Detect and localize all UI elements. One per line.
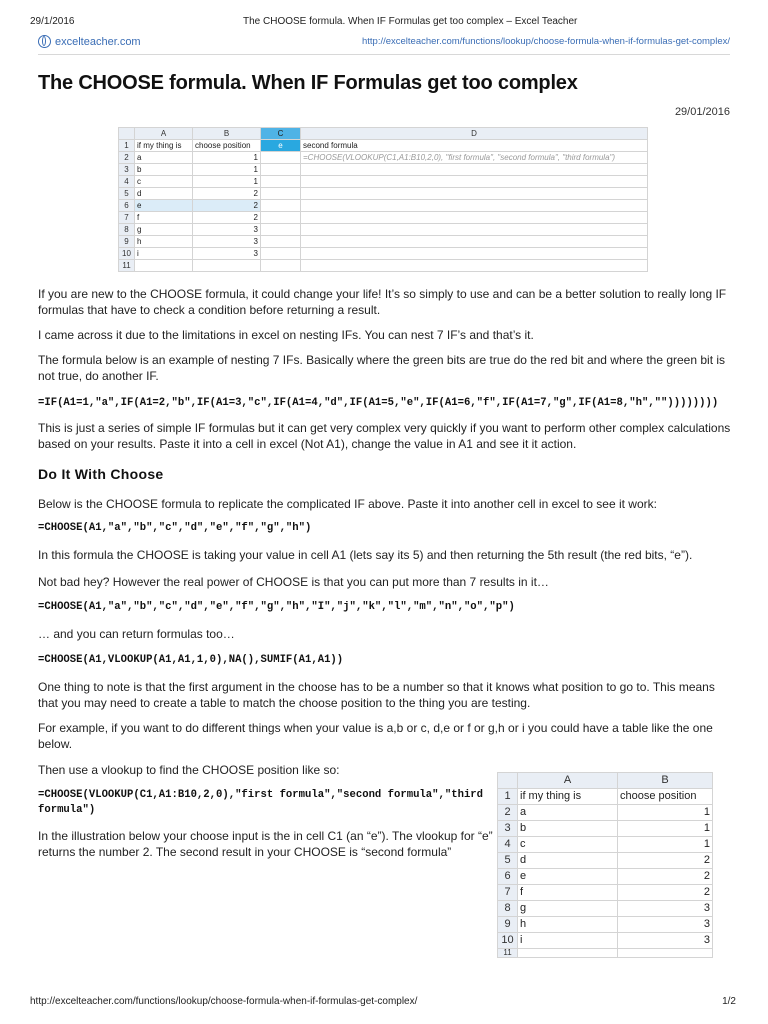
cell-a: d: [135, 188, 193, 200]
table-row: [498, 949, 713, 958]
code-line-2: formula"): [38, 804, 96, 816]
table-row: [498, 869, 713, 885]
table-row: [498, 853, 713, 869]
table-row: [119, 176, 648, 188]
cell-a: f: [518, 885, 618, 901]
cell-a: c: [518, 837, 618, 853]
table-row: [119, 236, 648, 248]
table-row: [498, 789, 713, 805]
cell-a: g: [135, 224, 193, 236]
table-row: [498, 885, 713, 901]
cell-b: 3: [618, 933, 713, 949]
cell-b: 1: [618, 837, 713, 853]
spreadsheet-screenshot-2: [497, 772, 713, 958]
cell-b: 3: [193, 236, 261, 248]
cell-b: 1: [193, 176, 261, 188]
cell-c: [261, 248, 301, 260]
cell-c: [261, 200, 301, 212]
column-header-row: [119, 128, 648, 140]
cell-b: 3: [618, 917, 713, 933]
paragraph-power: Not bad hey? However the real power of CHOOSE is that you can put more than 7 results in it…: [38, 575, 549, 589]
page-number: 1/2: [722, 996, 736, 1007]
formula-tooltip: =CHOOSE(VLOOKUP(C1,A1:B10,2,0), "first formula", "second formula", "third formula"): [301, 152, 648, 164]
row-number: 11: [498, 949, 518, 958]
row-number: 5: [119, 188, 135, 200]
spreadsheet-screenshot-1: [118, 127, 648, 272]
cell-a: c: [135, 176, 193, 188]
row-number: 9: [498, 917, 518, 933]
col-header-a: A: [135, 128, 193, 140]
cell-a: i: [518, 933, 618, 949]
row-number: 3: [119, 164, 135, 176]
table-row: [119, 188, 648, 200]
table-row: [119, 248, 648, 260]
col-header-a: A: [518, 773, 618, 789]
cell-a: h: [518, 917, 618, 933]
cell-b: 1: [618, 821, 713, 837]
table-row: [119, 260, 648, 272]
cell-b: 2: [618, 853, 713, 869]
code-choose-formulas: =CHOOSE(A1,VLOOKUP(A1,A1,1,0),NA(),SUMIF(A1,A1)): [38, 654, 344, 666]
cell-b: [193, 260, 261, 272]
paragraph-illustration: In the illustration below your choose input is the in cell C1 (an “e”). The vlookup for “e” returns the number 2. The second result in your CHOOSE is “second formula”: [38, 829, 493, 859]
cell-a: f: [135, 212, 193, 224]
code-choose-basic: =CHOOSE(A1,"a","b","c","d","e","f","g","h"): [38, 522, 312, 534]
paragraph-formulas: … and you can return formulas too…: [38, 627, 235, 641]
site-link[interactable]: [38, 35, 141, 48]
row-number: 2: [498, 805, 518, 821]
row-number: 8: [498, 901, 518, 917]
cell-a: b: [518, 821, 618, 837]
row-number: 7: [498, 885, 518, 901]
cell-c: [261, 260, 301, 272]
row-number: 4: [498, 837, 518, 853]
row-number: 10: [119, 248, 135, 260]
print-page-title: The CHOOSE formula. When IF Formulas get too complex – Excel Teacher: [243, 16, 578, 27]
row-number: 4: [119, 176, 135, 188]
row-number: 10: [498, 933, 518, 949]
row-number: 1: [498, 789, 518, 805]
cell-a: b: [135, 164, 193, 176]
page-url-link[interactable]: http://excelteacher.com/functions/lookup/choose-formula-when-if-formulas-get-complex/: [361, 36, 730, 47]
cell-d: second formula: [301, 140, 648, 152]
cell-b: 1: [193, 164, 261, 176]
table-row: [498, 933, 713, 949]
cell-c: [261, 236, 301, 248]
cell-b: choose position: [193, 140, 261, 152]
cell-b: [618, 949, 713, 958]
table-row: [119, 164, 648, 176]
cell-c: [261, 188, 301, 200]
cell-a: a: [135, 152, 193, 164]
cell-a: [518, 949, 618, 958]
cell-b: 2: [193, 212, 261, 224]
row-number: 7: [119, 212, 135, 224]
cell-d: [301, 200, 648, 212]
cell-c: [261, 152, 301, 164]
row-number: 1: [119, 140, 135, 152]
table-row: [119, 140, 648, 152]
table-row: [498, 805, 713, 821]
cell-a: h: [135, 236, 193, 248]
cell-c: [261, 224, 301, 236]
table-row: [119, 152, 648, 164]
table-row: [498, 821, 713, 837]
cell-d: [301, 224, 648, 236]
cell-a: d: [518, 853, 618, 869]
cell-a: i: [135, 248, 193, 260]
cell-d: [301, 236, 648, 248]
row-number: 9: [119, 236, 135, 248]
code-choose-many: =CHOOSE(A1,"a","b","c","d","e","f","g","h","I","j","k","l","m","n","o","p"): [38, 601, 515, 613]
article-date: 29/01/2016: [674, 106, 730, 118]
cell-a: g: [518, 901, 618, 917]
table-row: [119, 212, 648, 224]
footer-url: http://excelteacher.com/functions/lookup/choose-formula-when-if-formulas-get-complex/: [30, 996, 418, 1007]
column-header-row: [498, 773, 713, 789]
row-number: 2: [119, 152, 135, 164]
cell-c: [261, 176, 301, 188]
corner-cell: [119, 128, 135, 140]
cell-d: [301, 212, 648, 224]
code-choose-vlookup: [38, 788, 483, 818]
cell-c: [261, 212, 301, 224]
corner-cell: [498, 773, 518, 789]
site-name: excelteacher.com: [55, 35, 141, 48]
print-date: 29/1/2016: [30, 16, 75, 27]
cell-b: 1: [193, 152, 261, 164]
cell-a: if my thing is: [518, 789, 618, 805]
code-line-1: =CHOOSE(VLOOKUP(C1,A1:B10,2,0),"first formula","second formula","third: [38, 789, 484, 801]
cell-b: choose position: [618, 789, 713, 805]
row-number: 11: [119, 260, 135, 272]
cell-c-selected: e: [261, 140, 301, 152]
paragraph-complex: This is just a series of simple IF formulas but it can get very complex very quickly if you want to perform other complex calculations based on your results. Paste it into a cell in excel (Not A1), change the value in A1 and see it it action.: [38, 421, 731, 451]
section-heading: Do It With Choose: [38, 466, 164, 482]
cell-a: e: [518, 869, 618, 885]
paragraph-choose-explain: In this formula the CHOOSE is taking your value in cell A1 (lets say its 5) and then returning the 5th result (the red bits, “e”).: [38, 548, 693, 562]
table-row: [119, 200, 648, 212]
cell-d: [301, 188, 648, 200]
row-number: 8: [119, 224, 135, 236]
cell-b: 1: [618, 805, 713, 821]
col-header-b: B: [193, 128, 261, 140]
row-number: 6: [498, 869, 518, 885]
cell-c: [261, 164, 301, 176]
cell-b: 3: [193, 248, 261, 260]
col-header-b: B: [618, 773, 713, 789]
table-row: [498, 837, 713, 853]
row-number: 5: [498, 853, 518, 869]
cell-b: 2: [618, 869, 713, 885]
paragraph-for-example: For example, if you want to do different things when your value is a,b or c, d,e or f or g,h or i you could have a table like the one below.: [38, 721, 713, 751]
cell-b: 3: [618, 901, 713, 917]
header-divider: [38, 54, 730, 55]
cell-b: 2: [193, 188, 261, 200]
paragraph-choose-intro: Below is the CHOOSE formula to replicate the complicated IF above. Paste it into another cell in excel to see it work:: [38, 497, 657, 511]
article-title: The CHOOSE formula. When IF Formulas get too complex: [38, 72, 578, 94]
globe-icon: [38, 35, 51, 48]
paragraph-nesting: I came across it due to the limitations in excel on nesting IFs. You can nest 7 IF’s and that’s it.: [38, 328, 534, 342]
paragraph-note: One thing to note is that the first argument in the choose has to be a number so that it knows what position to go to. This means that you may need to create a table to match the choose position to the thing you are testing.: [38, 680, 715, 710]
code-nested-if: =IF(A1=1,"a",IF(A1=2,"b",IF(A1=3,"c",IF(A1=4,"d",IF(A1=5,"e",IF(A1=6,"f",IF(A1=7,"g",IF(A1=8,"h","")))))))): [38, 397, 719, 409]
col-header-c: C: [261, 128, 301, 140]
col-header-d: D: [301, 128, 648, 140]
cell-b: 2: [618, 885, 713, 901]
cell-a: if my thing is: [135, 140, 193, 152]
cell-d: [301, 260, 648, 272]
table-row: [119, 224, 648, 236]
cell-a-highlighted: e: [135, 200, 193, 212]
cell-a: a: [518, 805, 618, 821]
cell-b: 3: [193, 224, 261, 236]
table-row: [498, 901, 713, 917]
row-number: 3: [498, 821, 518, 837]
row-number: 6: [119, 200, 135, 212]
table-row: [498, 917, 713, 933]
paragraph-intro: If you are new to the CHOOSE formula, it could change your life! It’s so simply to use and can be a better solution to really long IF formulas that have to check a condition before returning a result.: [38, 287, 727, 317]
cell-d: [301, 176, 648, 188]
cell-a: [135, 260, 193, 272]
paragraph-example: The formula below is an example of nesting 7 IFs. Basically where the green bits are true do the red bit and where the green bit is not true, do another IF.: [38, 353, 726, 383]
paragraph-vlookup: Then use a vlookup to find the CHOOSE position like so:: [38, 763, 340, 777]
cell-d: [301, 248, 648, 260]
cell-d: [301, 164, 648, 176]
cell-b-highlighted: 2: [193, 200, 261, 212]
